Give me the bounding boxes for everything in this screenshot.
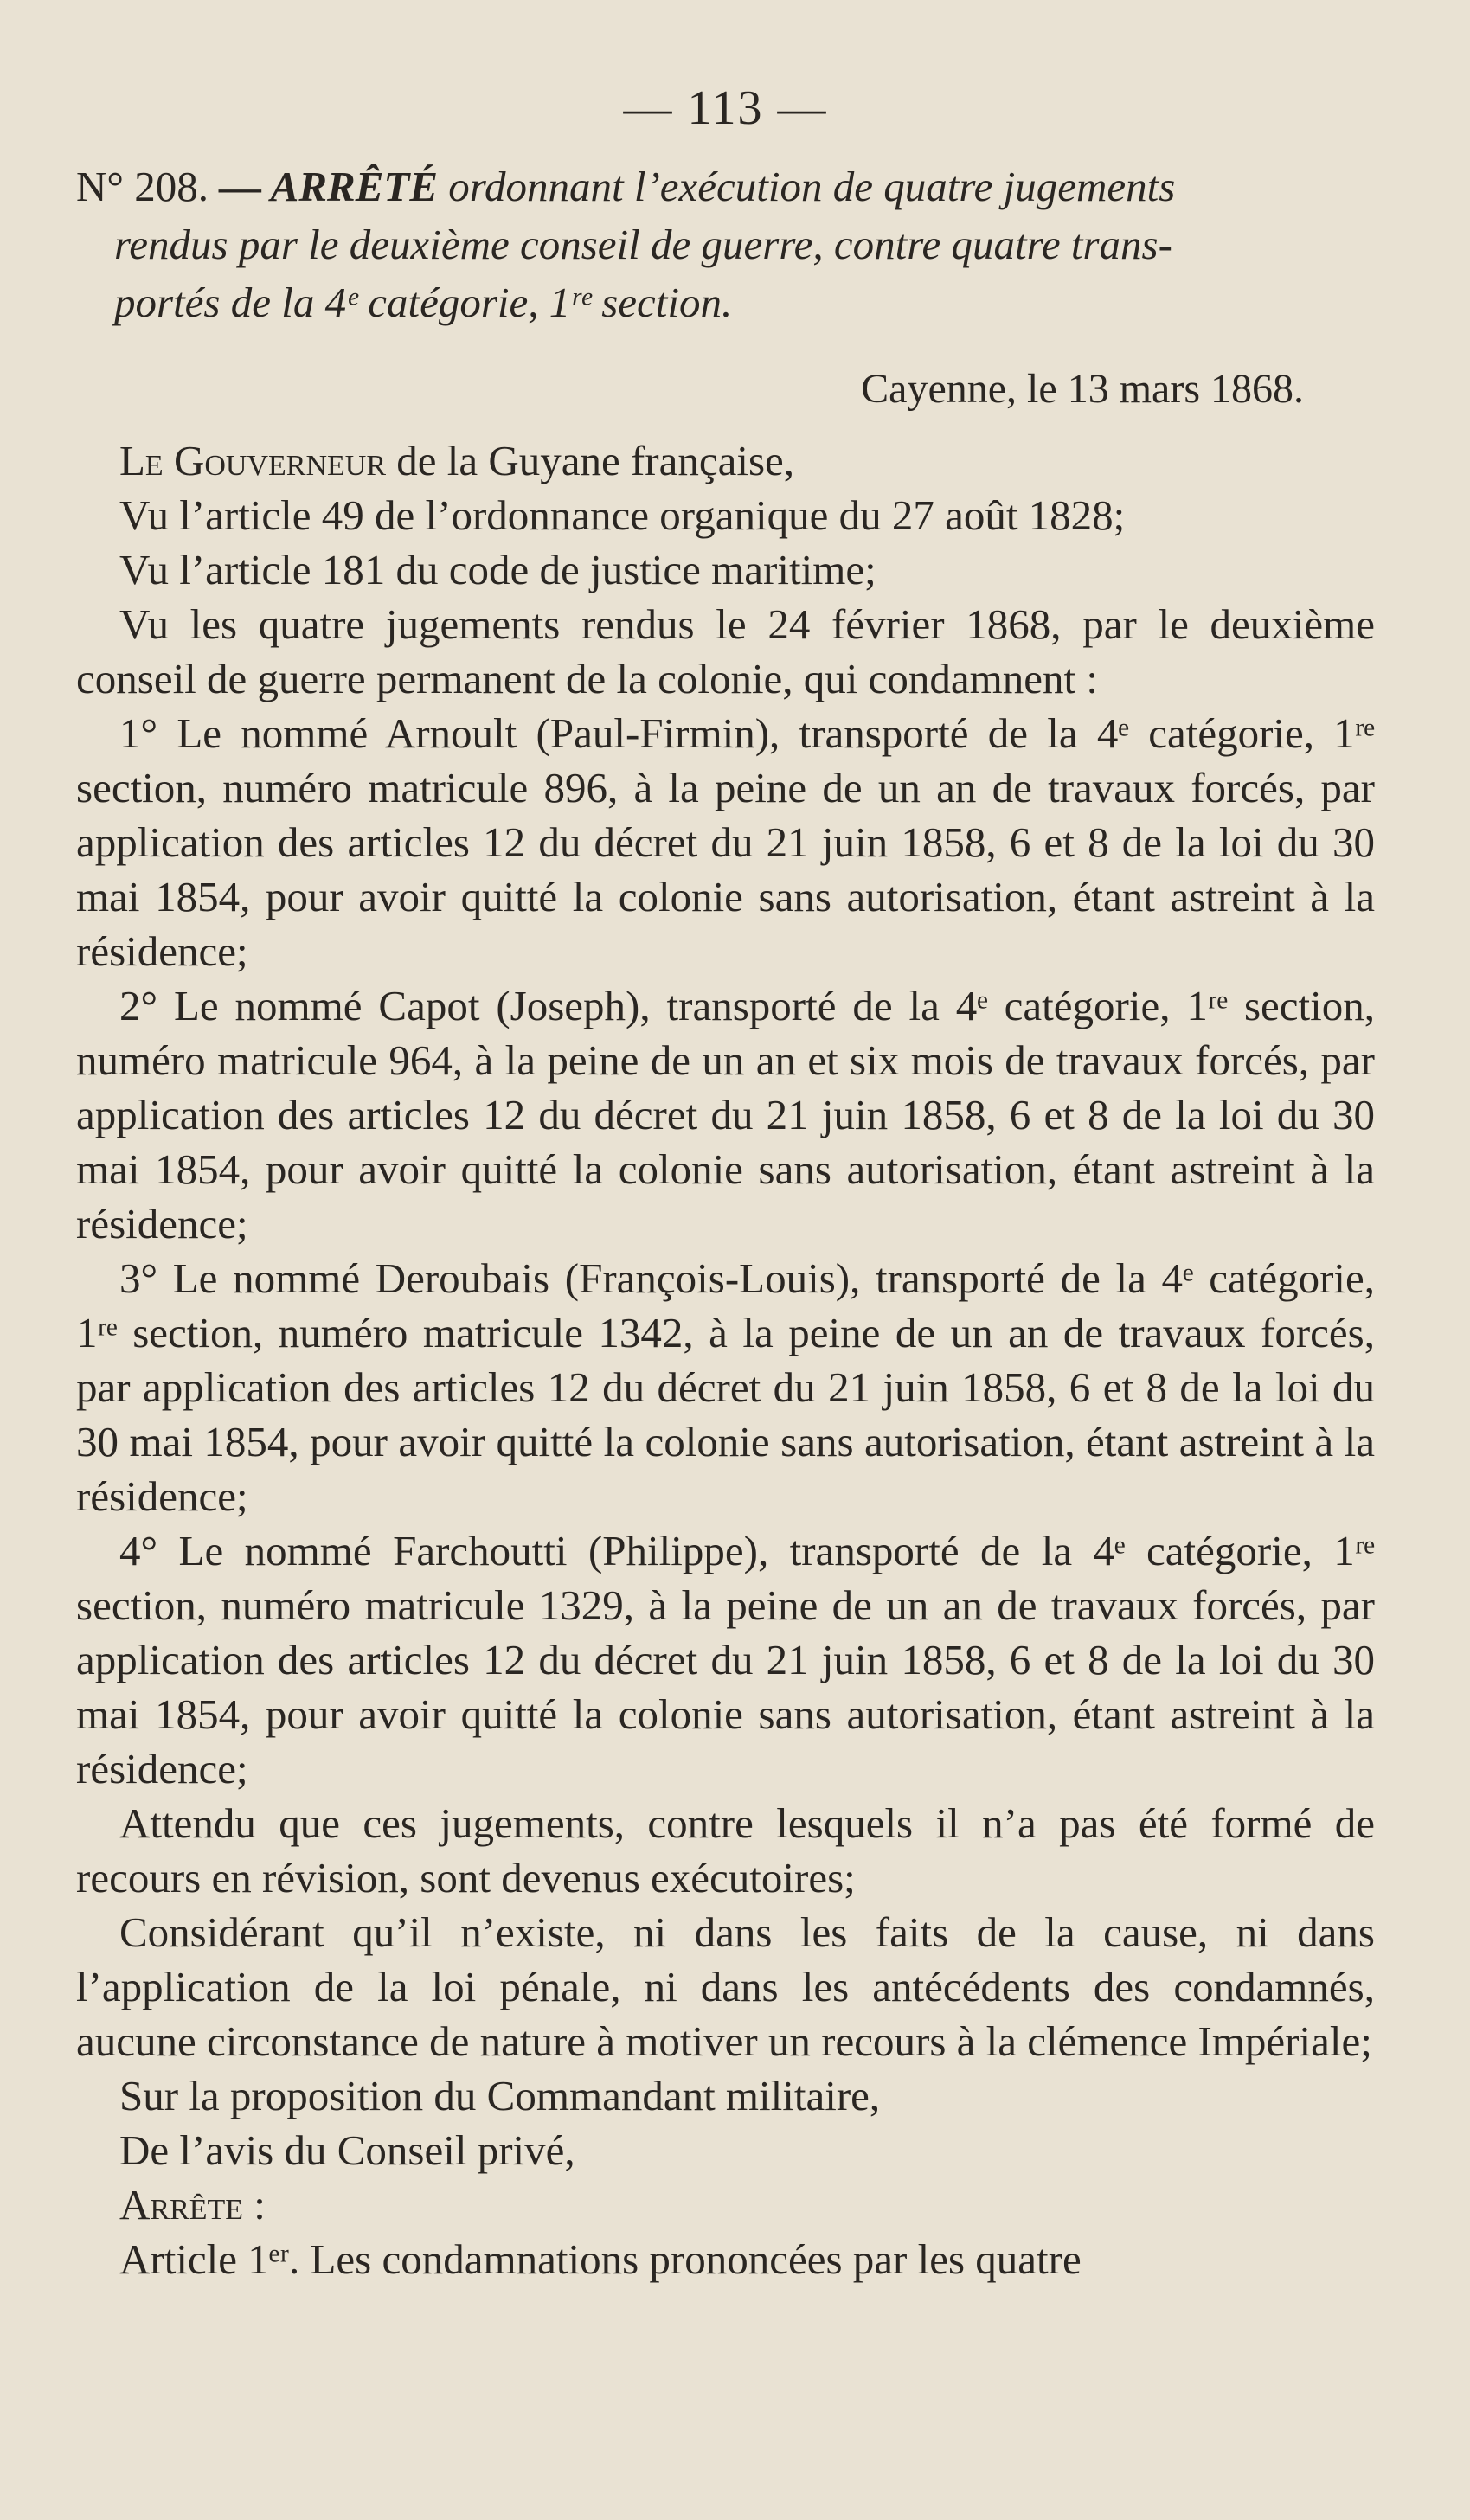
place-date: Cayenne, le 13 mars 1868. [861,366,1304,412]
arrete-label: Arrête : [119,2181,266,2228]
paragraph-convict-3: 3° Le nommé Deroubais (François-Louis), transporté de la 4ᵉ catégorie, 1ʳᵉ section, numéro matricule 1342, à la peine de un an de travaux forcés, par application des articles 12 du décret du 21 juin 1858, 6 et 8 de la loi du 30 mai 1854, pour avoir quitté la colonie sans autorisation, étant astreint à la résidence; [76,1254,1375,1520]
paragraph-vu-code: Vu l’article 181 du code de justice maritime; [119,546,876,593]
paragraph-proposition: Sur la proposition du Commandant militaire, [119,2072,881,2119]
authority-line [76,433,1375,488]
paragraph-considerant: Considérant qu’il n’existe, ni dans les faits de la cause, ni dans l’application de la loi pénale, ni dans les antécédents des condamnés, aucune circonstance de nature à motiver un recours à la clémence Impériale; [76,1908,1375,2065]
paragraph-attendu: Attendu que ces jugements, contre lesquels il n’a pas été formé de recours en révision, sont devenus exécutoires; [76,1799,1375,1901]
article-1 [76,2232,1375,2286]
decree-heading [76,157,1375,331]
decree-title-rest-3: portés de la 4ᵉ catégorie, 1ʳᵉ section. [114,279,733,326]
decree-title-rest-1: ordonnant l’exécution de quatre jugements [448,163,1176,210]
article-label: Article 1ᵉʳ. [119,2235,300,2283]
paragraph-vu-ordonnance: Vu l’article 49 de l’ordonnance organique du 27 août 1828; [119,491,1126,539]
authority-label: Le Gouverneur [119,437,386,484]
article-text: Les condamnations prononcées par les quatre [310,2235,1082,2283]
decree-number: N° 208. [76,163,209,210]
authority-rest: de la Guyane française, [396,437,795,484]
decree-title-rest-2: rendus par le deuxième conseil de guerre, contre quatre trans- [114,221,1172,268]
paragraph-convict-1: 1° Le nommé Arnoult (Paul-Firmin), transporté de la 4ᵉ catégorie, 1ʳᵉ section, numéro matricule 896, à la peine de un an de travaux forcés, par application des articles 12 du décret du 21 juin 1858, 6 et 8 de la loi du 30 mai 1854, pour avoir quitté la colonie sans autorisation, étant astreint à la résidence; [76,709,1375,975]
paragraph-vu-jugements: Vu les quatre jugements rendus le 24 février 1868, par le deuxième conseil de guerre permanent de la colonie, qui condamnent : [76,600,1375,702]
paragraph-convict-2: 2° Le nommé Capot (Joseph), transporté de la 4ᵉ catégorie, 1ʳᵉ section, numéro matricule 964, à la peine de un an et six mois de travaux forcés, par application des articles 12 du décret du 21 juin 1858, 6 et 8 de la loi du 30 mai 1854, pour avoir quitté la colonie sans autorisation, étant astreint à la résidence; [76,982,1375,1247]
paragraph-avis: De l’avis du Conseil privé, [119,2126,575,2174]
page-number: — 113 — [623,81,828,135]
paragraph-convict-4: 4° Le nommé Farchoutti (Philippe), transporté de la 4ᵉ catégorie, 1ʳᵉ section, numéro matricule 1329, à la peine de un an de travaux forcés, par application des articles 12 du décret du 21 juin 1858, 6 et 8 de la loi du 30 mai 1854, pour avoir quitté la colonie sans autorisation, étant astreint à la résidence; [76,1527,1375,1792]
decree-title: — ARRÊTÉ [219,163,439,210]
